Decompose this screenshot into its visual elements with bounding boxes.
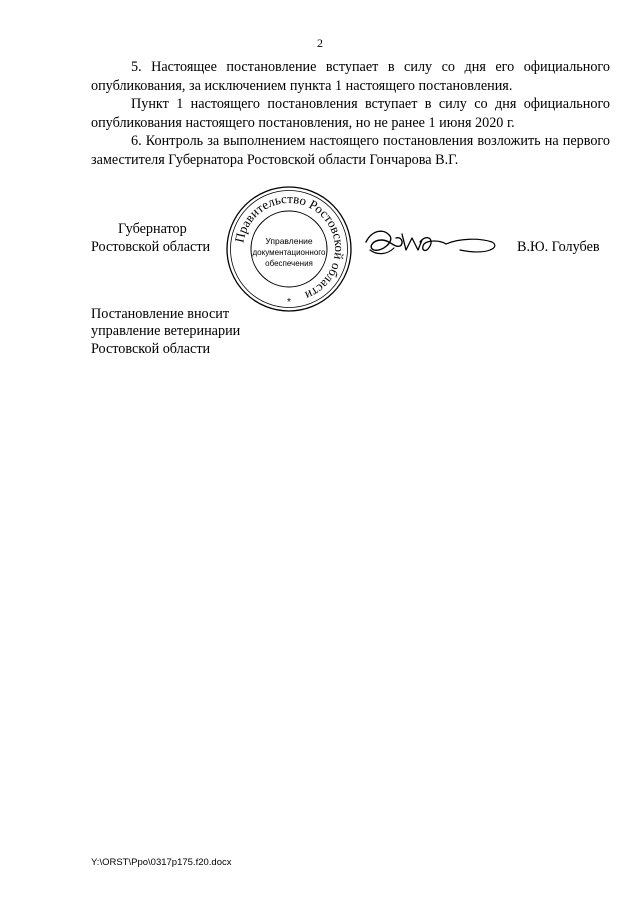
seal-outer-text: Правительство Ростовской области xyxy=(231,190,348,304)
seal-star-mark: * xyxy=(287,297,291,308)
page-number: 2 xyxy=(317,36,323,50)
seal-inner-line-1: Управление xyxy=(265,236,313,246)
paragraph-item-5: 5. Настоящее постановление вступает в силу со дня его официального опубликования, за исключением пункта 1 настоящего постановления. xyxy=(91,59,610,94)
submitter-note-line: управление ветеринарии xyxy=(91,323,241,340)
signatory-position: Губернатор xyxy=(118,221,187,237)
document-body xyxy=(91,58,610,170)
signatory-name: В.Ю. Голубев xyxy=(517,239,600,255)
seal-inner-line-3: обеспечения xyxy=(265,259,313,268)
submitter-note-line: Ростовской области xyxy=(91,340,211,357)
file-path: Y:\ORST\Ppo\0317p175.f20.docx xyxy=(91,857,232,868)
paragraph-item-6: 6. Контроль за выполнением настоящего постановления возложить на первого заместителя Губернатора Ростовской области Гончарова В.Г. xyxy=(91,133,610,168)
submitter-note xyxy=(91,306,240,358)
paragraph-item-1-effective-date: Пункт 1 настоящего постановления вступает в силу со дня официального опубликования настоящего постановления, но не ранее 1 июня 2020 г. xyxy=(91,96,610,131)
official-seal xyxy=(224,184,354,314)
submitter-note-line: Постановление вносит xyxy=(91,306,230,322)
seal-inner-line-2: документационного xyxy=(252,248,326,257)
signatory-region: Ростовской области xyxy=(91,239,211,255)
handwritten-signature xyxy=(360,220,500,270)
